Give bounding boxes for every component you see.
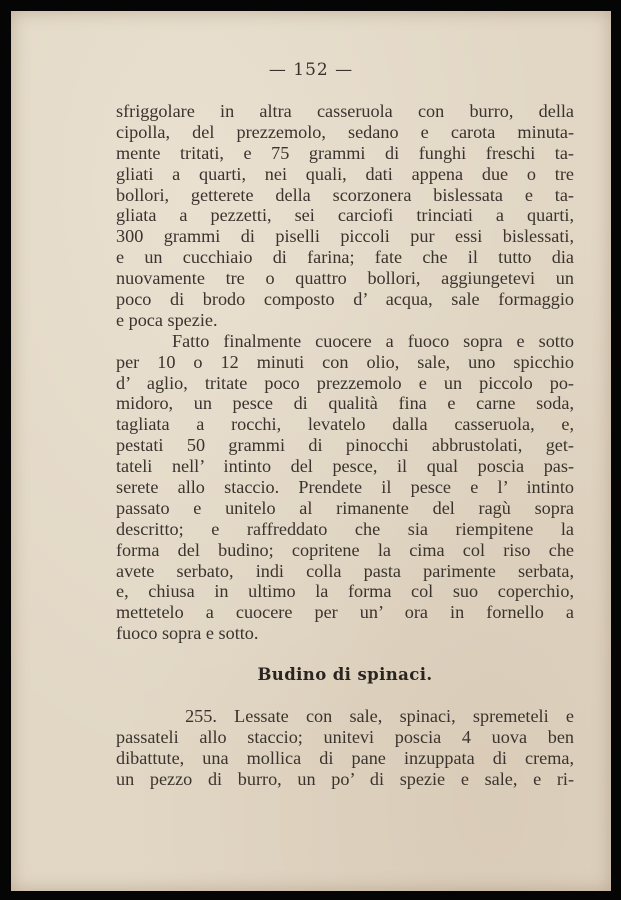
text-line: pestati 50 grammi di pinocchi abbrustolati, get- <box>116 435 574 456</box>
text-line: e un cucchiaio di farina; fate che il tutto dia <box>116 247 574 268</box>
text-line: nuovamente tre o quattro bollori, aggiungetevi un <box>116 268 574 289</box>
text-line: forma del budino; copritene la cima col riso che <box>116 539 574 560</box>
text-line: un pezzo di burro, un po’ di spezie e sale, e ri- <box>116 768 574 789</box>
text-line: Fatto finalmente cuocere a fuoco sopra e sotto <box>116 330 574 351</box>
text-line: e, chiusa in ultimo la forma col suo coperchio, <box>116 581 574 602</box>
text-line: bollori, getterete della scorzonera bislessata e ta- <box>116 184 574 205</box>
text-line: tateli nell’ intinto del pesce, il qual poscia pas- <box>116 456 574 477</box>
body-text-lower <box>116 706 574 790</box>
text-line: e poca spezie. <box>116 309 218 330</box>
text-line: 300 grammi di piselli piccoli pur essi bislessati, <box>116 226 574 247</box>
text-line: mettetelo a cuocere per un’ ora in fornello a <box>116 602 574 623</box>
text-line: tagliata a rocchi, levatelo dalla casseruola, e, <box>116 414 574 435</box>
text-line: midoro, un pesce di qualità fina e carne soda, <box>116 393 574 414</box>
text-line: fuoco sopra e sotto. <box>116 623 259 644</box>
text-line: gliati a quarti, nei quali, dati appena due o tre <box>116 163 574 184</box>
text-line: dibattute, una mollica di pane inzuppata di crema, <box>116 747 574 768</box>
text-line: poco di brodo composto d’ acqua, sale formaggio <box>116 289 574 310</box>
text-line: cipolla, del prezzemolo, sedano e carota minuta- <box>116 121 574 142</box>
text-line: descritto; e raffreddato che sia riempitene la <box>116 518 574 539</box>
text-line: sfriggolare in altra casseruola con burro, della <box>116 101 574 121</box>
text-line: gliata a pezzetti, sei carciofi trinciati a quarti, <box>116 205 574 226</box>
body-text-upper <box>116 101 574 644</box>
text-line: avete serbato, indi colla pasta parimente serbata, <box>116 560 574 581</box>
text-line: passato e unitelo al rimanente del ragù sopra <box>116 497 574 518</box>
book-page <box>11 11 611 891</box>
section-title: Budino di spinaci. <box>257 665 433 684</box>
text-line: 255. Lessate con sale, spinaci, spremeteli e <box>116 706 574 726</box>
text-line: mente tritati, e 75 grammi di funghi freschi ta- <box>116 142 574 163</box>
text-line: serete allo staccio. Prendete il pesce e l’ intinto <box>116 477 574 498</box>
text-line: per 10 o 12 minuti con olio, sale, uno spicchio <box>116 351 574 372</box>
page-number: — 152 — <box>268 60 354 80</box>
text-line: passateli allo staccio; unitevi poscia 4 uova ben <box>116 726 574 747</box>
text-line: d’ aglio, tritate poco prezzemolo e un piccolo po- <box>116 372 574 393</box>
